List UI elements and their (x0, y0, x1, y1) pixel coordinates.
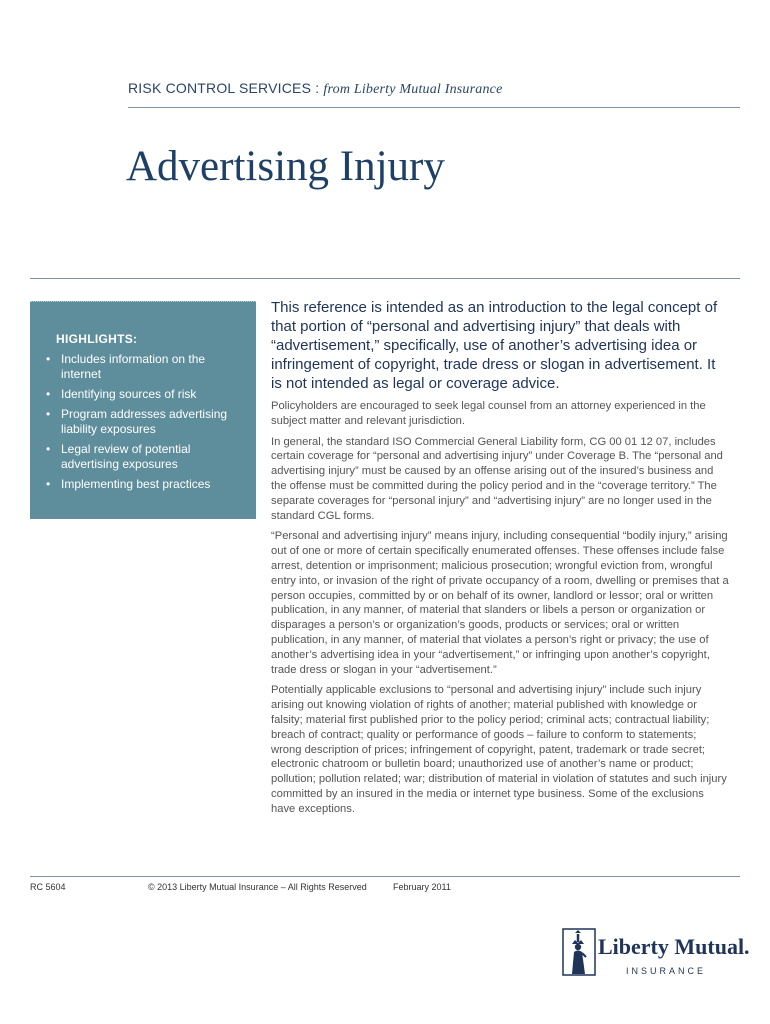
header-divider (128, 107, 740, 108)
highlights-heading: HIGHLIGHTS: (56, 332, 138, 346)
main-content (271, 298, 729, 823)
title-divider (30, 278, 740, 279)
footer-copyright: © 2013 Liberty Mutual Insurance – All Rights Reserved (148, 882, 367, 892)
footer-date: February 2011 (393, 882, 451, 892)
footer-code: RC 5604 (30, 882, 66, 892)
highlights-list (44, 352, 242, 492)
statue-of-liberty-icon (562, 928, 596, 976)
intro-paragraph: This reference is intended as an introduction to the legal concept of that portion of “personal and advertising injury” that deals with “advertisement,” specifically, use of another’s advertising idea or infringement of copyright, trade dress or slogan in advertisement. It is not intended as legal or coverage advice. (271, 299, 718, 392)
body-paragraph: Potentially applicable exclusions to “personal and advertising injury” include such injury arising out knowing violation of rights of another; material published with knowledge or falsity; material first published prior to the policy period; criminal acts; contractual liability; breach of contract; quality or performance of goods – failure to conform to statements; wrong description of prices; infringement of copyright, patent, trademark or trade secret; electronic chatroom or bulletin board; unauthorized use of another’s name or product; pollution; pollution related; war; distribution of material in violation of statutes and such injury committed by an insured in the media or internet type business. Some of the exclusions have exceptions. (271, 684, 727, 815)
highlight-item: • Identifying sources of risk (44, 387, 242, 402)
highlight-item: • Implementing best practices (44, 477, 242, 492)
logo-name: Liberty Mutual. (598, 934, 750, 959)
highlights-panel (30, 301, 256, 519)
footer-divider (30, 876, 740, 877)
body-paragraph: Policyholders are encouraged to seek legal counsel from an attorney experienced in the subject matter and relevant jurisdiction. (271, 400, 706, 427)
highlight-item: • Program addresses advertising liability exposures (44, 407, 242, 437)
highlight-item: • Legal review of potential advertising exposures (44, 442, 242, 472)
header-brand: RISK CONTROL SERVICES : (128, 80, 324, 96)
body-paragraph: “Personal and advertising injury” means injury, including consequential “bodily injury,” arising out of one or more of certain specifically enumerated offenses. These offenses include false arrest, detention or imprisonment; malicious prosecution; wrongful eviction from, wrongful entry into, or invasion of the right of private occupancy of a room, dwelling or premises that a person occupies, committed by or on behalf of its owner, landlord or lessor; oral or written publication, in any manner, of material that slanders or libels a person or organization or disparages a person’s or organization’s goods, products or services; oral or written publication, in any manner, of material that violates a person’s right or privacy; the use of another’s advertising idea in your “advertisement,” or infringing upon another’s copyright, trade dress or slogan in your “advertisement.” (271, 530, 729, 676)
logo-subtitle: INSURANCE (626, 966, 707, 976)
header-from: from Liberty Mutual Insurance (323, 82, 503, 97)
page-header (128, 80, 503, 98)
liberty-mutual-logo (562, 928, 750, 978)
body-paragraph: In general, the standard ISO Commercial General Liability form, CG 00 01 12 07, includes certain coverage for “personal and advertising injury” under Coverage B. The “personal and advertising injury” must be caused by an offense arising out of the insured’s business and the offense must be committed during the policy period and in the “coverage territory.” The separate coverages for “personal injury” and “advertising injury” are no longer used in the standard CGL forms. (271, 435, 723, 522)
page-title: Advertising Injury (126, 143, 445, 190)
highlight-item: • Includes information on the internet (44, 352, 242, 382)
